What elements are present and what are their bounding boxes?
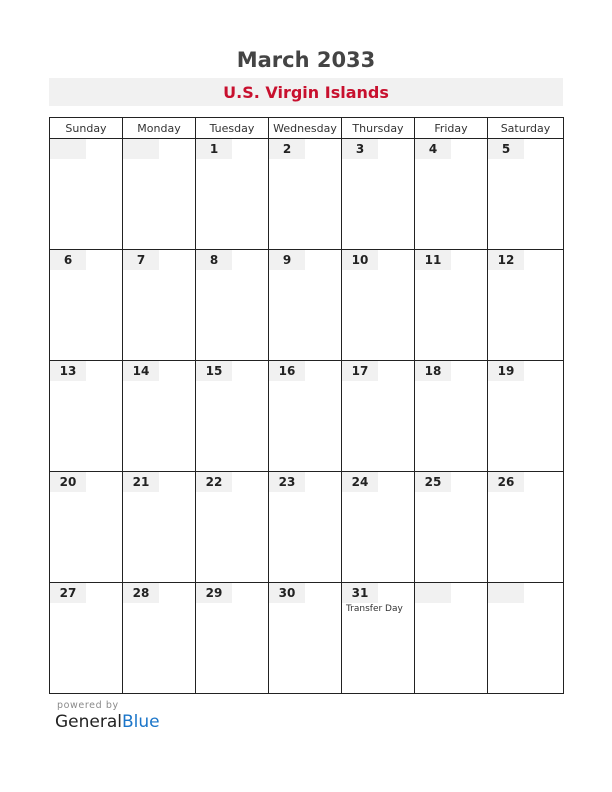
day-cell <box>269 139 342 250</box>
week-row <box>50 139 564 250</box>
week-row <box>50 361 564 472</box>
day-number: 15 <box>196 361 232 381</box>
day-number: 17 <box>342 361 378 381</box>
week-row <box>50 583 564 694</box>
day-cell <box>269 472 342 583</box>
day-number: 9 <box>269 250 305 270</box>
region-name: U.S. Virgin Islands <box>223 83 389 102</box>
brand-name-general: General <box>55 712 122 732</box>
day-cell <box>196 583 269 694</box>
empty-day-cell <box>123 139 196 250</box>
day-cell <box>50 250 123 361</box>
brand-logo <box>55 712 160 732</box>
day-cell <box>123 583 196 694</box>
day-cell <box>196 139 269 250</box>
day-number: 12 <box>488 250 524 270</box>
day-cell <box>50 361 123 472</box>
day-cell <box>342 583 415 694</box>
day-number: 11 <box>415 250 451 270</box>
day-number: 25 <box>415 472 451 492</box>
day-cell <box>269 361 342 472</box>
day-cell <box>415 472 488 583</box>
day-cell <box>269 250 342 361</box>
day-number: 3 <box>342 139 378 159</box>
day-cell <box>488 361 564 472</box>
day-number: 7 <box>123 250 159 270</box>
day-cell <box>415 139 488 250</box>
week-row <box>50 472 564 583</box>
weekday-friday: Friday <box>415 118 488 139</box>
day-number: 2 <box>269 139 305 159</box>
weekday-header-row <box>50 118 564 139</box>
week-row <box>50 250 564 361</box>
empty-day-cell <box>488 583 564 694</box>
brand-name-blue: Blue <box>122 712 160 732</box>
empty-day-marker <box>123 139 159 159</box>
powered-by-text: powered by <box>57 700 119 711</box>
empty-day-marker <box>488 583 524 603</box>
weekday-tuesday: Tuesday <box>196 118 269 139</box>
day-number: 8 <box>196 250 232 270</box>
day-cell <box>50 472 123 583</box>
day-number: 21 <box>123 472 159 492</box>
day-number: 14 <box>123 361 159 381</box>
page-title: March 2033 <box>236 48 376 72</box>
day-cell <box>196 250 269 361</box>
day-cell <box>488 139 564 250</box>
day-cell <box>123 250 196 361</box>
day-cell <box>342 361 415 472</box>
empty-day-marker <box>415 583 451 603</box>
day-cell <box>488 250 564 361</box>
day-number: 10 <box>342 250 378 270</box>
day-cell <box>50 583 123 694</box>
day-cell <box>342 472 415 583</box>
weekday-sunday: Sunday <box>50 118 123 139</box>
day-number: 30 <box>269 583 305 603</box>
day-cell <box>123 472 196 583</box>
holiday-label: Transfer Day <box>346 604 403 614</box>
day-cell <box>415 250 488 361</box>
day-number: 1 <box>196 139 232 159</box>
empty-day-cell <box>415 583 488 694</box>
day-cell <box>488 472 564 583</box>
day-number: 16 <box>269 361 305 381</box>
calendar-body <box>50 139 564 694</box>
day-cell <box>415 361 488 472</box>
day-number: 28 <box>123 583 159 603</box>
day-number: 18 <box>415 361 451 381</box>
day-number: 29 <box>196 583 232 603</box>
weekday-saturday: Saturday <box>488 118 564 139</box>
day-number: 22 <box>196 472 232 492</box>
day-number: 31 <box>342 583 378 603</box>
day-cell <box>196 472 269 583</box>
day-number: 26 <box>488 472 524 492</box>
day-number: 6 <box>50 250 86 270</box>
day-number: 19 <box>488 361 524 381</box>
day-cell <box>123 361 196 472</box>
weekday-wednesday: Wednesday <box>269 118 342 139</box>
day-number: 5 <box>488 139 524 159</box>
weekday-monday: Monday <box>123 118 196 139</box>
day-number: 13 <box>50 361 86 381</box>
day-cell <box>342 139 415 250</box>
empty-day-marker <box>50 139 86 159</box>
day-number: 20 <box>50 472 86 492</box>
day-number: 23 <box>269 472 305 492</box>
empty-day-cell <box>50 139 123 250</box>
day-number: 24 <box>342 472 378 492</box>
weekday-thursday: Thursday <box>342 118 415 139</box>
region-banner <box>49 78 563 106</box>
day-number: 27 <box>50 583 86 603</box>
day-cell <box>269 583 342 694</box>
day-cell <box>342 250 415 361</box>
footer <box>55 700 160 732</box>
day-cell <box>196 361 269 472</box>
calendar-grid <box>49 117 564 694</box>
day-number: 4 <box>415 139 451 159</box>
